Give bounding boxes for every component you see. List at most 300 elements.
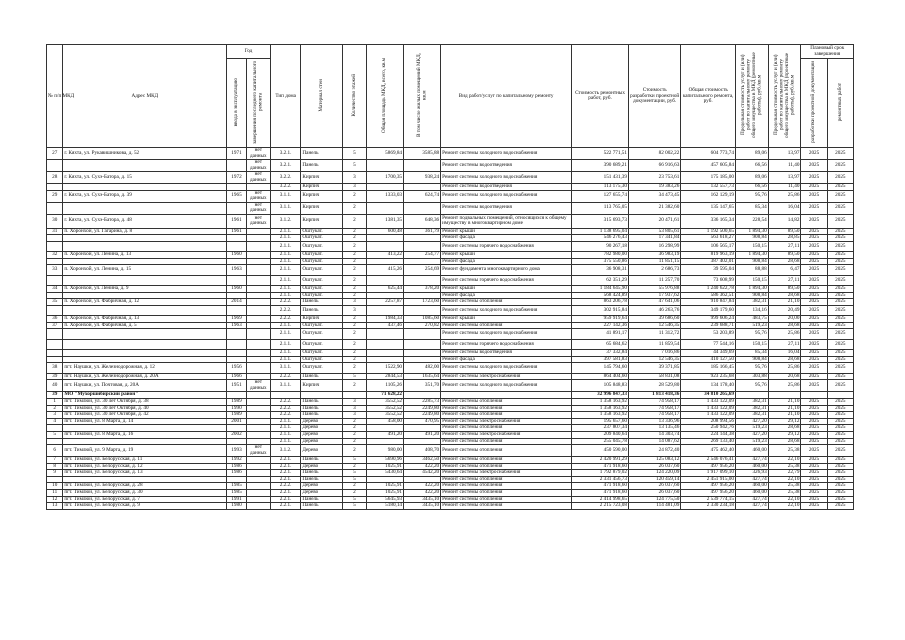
table-row bbox=[47, 438, 854, 445]
cell-m1: 150,15 bbox=[735, 339, 768, 349]
cell-fl: 2 bbox=[342, 275, 366, 285]
cell-work: Ремонт системы отопления bbox=[441, 483, 572, 490]
cell-dc: 66 916,63 bbox=[628, 160, 680, 172]
cell-pr: 2025 bbox=[827, 252, 853, 259]
cell-m1: 1 894,30 bbox=[735, 228, 768, 235]
cell-rc: 41 891,17 bbox=[572, 329, 629, 339]
cell-pr: 2025 bbox=[827, 190, 853, 202]
cell-ra bbox=[404, 160, 441, 172]
cell-pd: 2025 bbox=[801, 292, 827, 299]
cell-ra: 4542,20 bbox=[404, 470, 441, 477]
cell-addr bbox=[63, 235, 227, 242]
cell-m1: 95,76 bbox=[735, 363, 768, 373]
cell-pd: 2025 bbox=[801, 252, 827, 259]
cell-n: 5 bbox=[47, 431, 63, 438]
cell-addr: п. Хоронхой, ул. Фабричная, д. 13 bbox=[63, 316, 227, 323]
cell-yb bbox=[227, 329, 247, 339]
cell-addr: г. Кяхта, ул. Сухэ-Батора, д. 39 bbox=[63, 190, 227, 202]
cell-tc: 923 235,68 bbox=[681, 373, 736, 380]
cell-work: Ремонт системы холодного водоснабжения bbox=[441, 305, 572, 315]
cell-tc: 135 147,65 bbox=[681, 202, 736, 214]
cell-fl: 2 bbox=[342, 463, 366, 470]
cell-work: Ремонт системы отопления bbox=[441, 398, 572, 405]
cell-addr: пгт. Тимлюй, ул. Белорусская, д. 30 bbox=[63, 489, 227, 496]
cell-yb: 1960 bbox=[227, 286, 247, 293]
cell-ht: 2.2.1. bbox=[270, 476, 301, 483]
cell-n bbox=[47, 438, 63, 445]
cell-wm: Кирпич bbox=[301, 380, 342, 392]
cell-fl: 2 bbox=[342, 418, 366, 425]
cell-rc: 209 840,64 bbox=[572, 431, 629, 438]
cell-ht: 2.1.1. bbox=[270, 228, 301, 235]
cell-addr: пгт. Тимлюй, ул. 8 Марта, д. 14 bbox=[63, 418, 227, 425]
cell-fl: 2 bbox=[342, 425, 366, 432]
cell-ra: 491,20 bbox=[404, 431, 441, 438]
cell-work: Ремонт системы отопления bbox=[441, 496, 572, 503]
cell-ta: 5430,64 bbox=[366, 470, 403, 477]
cell-pr: 2025 bbox=[827, 292, 853, 299]
cell-rc: 37 332,84 bbox=[572, 350, 629, 357]
cell-yb: 1960 bbox=[227, 252, 247, 259]
cell-rc: 105 848,83 bbox=[572, 380, 629, 392]
cell-ra bbox=[404, 329, 441, 339]
cell-rc: 782 980,00 bbox=[572, 252, 629, 259]
col-design-cost: Стоимость разработки проектной документации, руб. bbox=[628, 45, 680, 148]
cell-ht: 2.2.2. bbox=[270, 316, 301, 323]
cell-fl: 2 bbox=[342, 235, 366, 242]
cell-ra: 482,00 bbox=[404, 363, 441, 373]
cell-dc: 13 135,46 bbox=[628, 425, 680, 432]
cell-pr: 2025 bbox=[827, 322, 853, 329]
cell-wm: Дерево bbox=[301, 463, 342, 470]
cell-fl: 3 bbox=[342, 184, 366, 191]
cell-fl: 5 bbox=[342, 503, 366, 510]
cell-addr bbox=[63, 258, 227, 265]
cell-yb: 1961 bbox=[227, 214, 247, 228]
cell-pr: 2025 bbox=[827, 445, 853, 457]
cell-yr bbox=[246, 398, 270, 405]
cell-pr: 2025 bbox=[827, 184, 853, 191]
cell-fl: 2 bbox=[342, 438, 366, 445]
col-plan-design: разработки проектной документации bbox=[801, 59, 827, 148]
cell-wm: Дерево bbox=[301, 483, 342, 490]
cell-rc: 2 414 998,65 bbox=[572, 496, 629, 503]
cell-m1: 89,06 bbox=[735, 172, 768, 184]
cell-m1: 908,84 bbox=[735, 235, 768, 242]
cell-ta: 1381,35 bbox=[366, 214, 403, 228]
cell-wm: Панель bbox=[301, 503, 342, 510]
cell-pd: 2025 bbox=[801, 496, 827, 503]
cell-ra: 3435,10 bbox=[404, 503, 441, 510]
cell-yb: 1961 bbox=[227, 228, 247, 235]
cell-tc: 34 810 265,69 bbox=[681, 392, 736, 399]
cell-pr: 2025 bbox=[827, 412, 853, 419]
cell-rc: 62 351,29 bbox=[572, 275, 629, 285]
cell-n bbox=[47, 305, 63, 315]
cell-m2: 21,10 bbox=[768, 412, 801, 419]
cell-ht: 2.2.2. bbox=[270, 412, 301, 419]
cell-n: 36 bbox=[47, 316, 63, 323]
cell-m1: 460,00 bbox=[735, 463, 768, 470]
cell-ht: 3.2.1. bbox=[270, 160, 301, 172]
cell-work: Ремонт системы водоотведения bbox=[441, 184, 572, 191]
cell-ta: 2844,53 bbox=[366, 373, 403, 380]
cell-yr bbox=[246, 470, 270, 477]
cell-m1: 66,56 bbox=[735, 184, 768, 191]
cell-wm: Панель bbox=[301, 496, 342, 503]
cell-tc: 349 179,60 bbox=[681, 305, 736, 315]
cell-work: Ремонт системы горячего водоснабжения bbox=[441, 339, 572, 349]
cell-yr: нет данных bbox=[246, 190, 270, 202]
table-row bbox=[47, 214, 854, 228]
cell-work: Ремонт крыши bbox=[441, 286, 572, 293]
cell-wm: Панель bbox=[301, 405, 342, 412]
cell-addr bbox=[63, 356, 227, 363]
cell-m1: 1 894,30 bbox=[735, 286, 768, 293]
cell-wm: Дерево bbox=[301, 418, 342, 425]
cell-yr bbox=[246, 463, 270, 470]
cell-dc: 12 546,35 bbox=[628, 356, 680, 363]
cell-m1: 95,76 bbox=[735, 329, 768, 339]
cell-yr bbox=[246, 252, 270, 259]
cell-ta: 5645,93 bbox=[366, 496, 403, 503]
table-row bbox=[47, 431, 854, 438]
cell-fl: 2 bbox=[342, 329, 366, 339]
cell-m1: 85,34 bbox=[735, 350, 768, 357]
cell-yb: 1989 bbox=[227, 412, 247, 419]
cell-yb: 1990 bbox=[227, 405, 247, 412]
cell-ra: 1635,64 bbox=[404, 373, 441, 380]
cell-yr: нет данных bbox=[246, 445, 270, 457]
cell-ht: 3.2.1. bbox=[270, 148, 301, 160]
cell-ta: 3552,52 bbox=[366, 412, 403, 419]
cell-m2: 28,68 bbox=[768, 258, 801, 265]
table-row bbox=[47, 322, 854, 329]
cell-dc: 82 002,22 bbox=[628, 148, 680, 160]
cell-m2: 29,12 bbox=[768, 418, 801, 425]
cell-addr: пгт. Тимлюй, ул. Белорусская, д. 9 bbox=[63, 503, 227, 510]
cell-m1: 427,74 bbox=[735, 496, 768, 503]
cell-pr: 2025 bbox=[827, 503, 853, 510]
cell-pr: 2025 bbox=[827, 457, 853, 464]
table-row bbox=[47, 299, 854, 306]
cell-ta: 5869,84 bbox=[366, 148, 403, 160]
cell-m2: 13,97 bbox=[768, 172, 801, 184]
cell-ta: 437,46 bbox=[366, 322, 403, 329]
cell-yb: 1965 bbox=[227, 190, 247, 202]
cell-m2: 22,10 bbox=[768, 496, 801, 503]
cell-dc: 26 037,60 bbox=[628, 489, 680, 496]
cell-ht: 2.2.1. bbox=[270, 463, 301, 470]
cell-ra: 624,74 bbox=[404, 190, 441, 202]
cell-wm: Кирпич bbox=[301, 184, 342, 191]
cell-yb bbox=[227, 160, 247, 172]
cell-n: 27 bbox=[47, 148, 63, 160]
cell-m1: 427,74 bbox=[735, 503, 768, 510]
cell-m2: 28,85 bbox=[768, 235, 801, 242]
cell-dc: 125 083,12 bbox=[628, 457, 680, 464]
cell-tc: 604 773,74 bbox=[681, 148, 736, 160]
cell-wm: Дерево bbox=[301, 438, 342, 445]
cell-rc: 237 807,34 bbox=[572, 425, 629, 432]
table-row bbox=[47, 356, 854, 363]
table-row bbox=[47, 373, 854, 380]
cell-yr bbox=[246, 489, 270, 496]
cell-ht: 2.1.1. bbox=[270, 292, 301, 299]
cell-ht: 2.1.1. bbox=[270, 438, 301, 445]
cell-pr: 2025 bbox=[827, 241, 853, 251]
cell-ra bbox=[404, 339, 441, 349]
cell-ra: 378,20 bbox=[404, 286, 441, 293]
cell-n: 38 bbox=[47, 363, 63, 373]
cell-m1: 483,75 bbox=[735, 316, 768, 323]
cell-dc: 17 341,84 bbox=[628, 235, 680, 242]
cell-tc: 2 546 076,41 bbox=[681, 457, 736, 464]
cell-rc: 2 215 723,08 bbox=[572, 503, 629, 510]
cell-m2: 27,11 bbox=[768, 241, 801, 251]
cell-dc: 11 257,70 bbox=[628, 275, 680, 285]
cell-addr: пгт. Тимлюй, ул. Белорусская, д. 13 bbox=[63, 470, 227, 477]
cell-m2: 25,38 bbox=[768, 445, 801, 457]
col-total-cost: Общая стоимость капитального ремонта, руб. bbox=[681, 45, 736, 148]
cell-ra: 1723,60 bbox=[404, 299, 441, 306]
table-row bbox=[47, 190, 854, 202]
cell-pr: 2025 bbox=[827, 148, 853, 160]
cell-wm: Кирпич bbox=[301, 214, 342, 228]
table-row bbox=[47, 148, 854, 160]
cell-yr bbox=[246, 305, 270, 315]
cell-work: Ремонт системы отопления bbox=[441, 476, 572, 483]
cell-rc: 151 431,39 bbox=[572, 172, 629, 184]
cell-work: Ремонт системы отопления bbox=[441, 322, 572, 329]
cell-dc: 124 220,09 bbox=[628, 470, 680, 477]
cell-pd: 2025 bbox=[801, 503, 827, 510]
cell-addr: пгт. Наушки, ул. Железнодорожная, д. 20А bbox=[63, 373, 227, 380]
cell-m1: 460,00 bbox=[735, 489, 768, 496]
cell-tc: 224 144,38 bbox=[681, 431, 736, 438]
cell-pr: 2025 bbox=[827, 275, 853, 285]
table-row bbox=[47, 445, 854, 457]
cell-tc: 336 165,34 bbox=[681, 214, 736, 228]
cell-addr: МО "Мухоршибирский район" bbox=[63, 392, 227, 399]
cell-ht: 2.1.1. bbox=[270, 350, 301, 357]
cell-ta: 600,48 bbox=[366, 228, 403, 235]
cell-tc: 250 942,76 bbox=[681, 425, 736, 432]
cell-yb: 1986 bbox=[227, 470, 247, 477]
cell-fl: 3 bbox=[342, 398, 366, 405]
cell-yb bbox=[227, 305, 247, 315]
cell-dc: 46 263,76 bbox=[628, 305, 680, 315]
cell-dc: 17 937,62 bbox=[628, 292, 680, 299]
cell-n bbox=[47, 339, 63, 349]
cell-ra: 2285,73 bbox=[404, 398, 441, 405]
cell-yb: 1993 bbox=[227, 445, 247, 457]
cell-ra bbox=[404, 235, 441, 242]
cell-fl: 2 bbox=[342, 214, 366, 228]
cell-pd: 2025 bbox=[801, 356, 827, 363]
cell-wm: Дерево bbox=[301, 425, 342, 432]
cell-wm: Панель bbox=[301, 299, 342, 306]
cell-tc: 387 402,01 bbox=[681, 258, 736, 265]
cell-n: 29 bbox=[47, 190, 63, 202]
cell-m2: 16,04 bbox=[768, 202, 801, 214]
cell-fl: 2 bbox=[342, 489, 366, 496]
cell-wm: Оштукат. bbox=[301, 275, 342, 285]
cell-yr bbox=[246, 483, 270, 490]
cell-yr bbox=[246, 476, 270, 483]
cell-yr: нет данных bbox=[246, 380, 270, 392]
cell-fl: 2 bbox=[342, 483, 366, 490]
cell-dc: 14 303,74 bbox=[628, 431, 680, 438]
cell-ht: 3.1.1. bbox=[270, 380, 301, 392]
cell-m1: 519,23 bbox=[735, 438, 768, 445]
cell-m1: 908,84 bbox=[735, 356, 768, 363]
cell-m2: 22,10 bbox=[768, 503, 801, 510]
cell-ra bbox=[404, 202, 441, 214]
cell-ta bbox=[366, 339, 403, 349]
cell-n: 13 bbox=[47, 503, 63, 510]
cell-rc: 1 792 879,02 bbox=[572, 470, 629, 477]
table-row bbox=[47, 235, 854, 242]
cell-yb bbox=[227, 235, 247, 242]
cell-ta bbox=[366, 356, 403, 363]
table-row bbox=[47, 160, 854, 172]
cell-m2: 28,68 bbox=[768, 322, 801, 329]
table-row bbox=[47, 305, 854, 315]
cell-m2: 89,50 bbox=[768, 286, 801, 293]
cell-work: Ремонт системы электроснабжения bbox=[441, 431, 572, 438]
cell-m1: 519,23 bbox=[735, 425, 768, 432]
cell-fl: 2 bbox=[342, 292, 366, 299]
cell-rc: 390 689,21 bbox=[572, 160, 629, 172]
cell-pr: 2025 bbox=[827, 350, 853, 357]
cell-work: Ремонт системы водоотведения bbox=[441, 202, 572, 214]
cell-wm: Оштукат. bbox=[301, 228, 342, 235]
cell-ht: 2.1.1. bbox=[270, 252, 301, 259]
cell-tc: 910 847,84 bbox=[681, 299, 736, 306]
cell-m1: 460,00 bbox=[735, 445, 768, 457]
cell-rc: 227 142,36 bbox=[572, 322, 629, 329]
cell-pd: 2025 bbox=[801, 438, 827, 445]
cell-pr: 2025 bbox=[827, 214, 853, 228]
cell-m1: 150,15 bbox=[735, 241, 768, 251]
cell-work: Ремонт системы отопления bbox=[441, 489, 572, 496]
cell-pd: 2025 bbox=[801, 235, 827, 242]
col-year-group: Год bbox=[227, 45, 271, 59]
cell-yr bbox=[246, 392, 270, 399]
cell-addr: п. Хоронхой, ул. Фабричная, д. 5 bbox=[63, 322, 227, 329]
cell-pr: 2025 bbox=[827, 172, 853, 184]
cell-ta: 2257,87 bbox=[366, 299, 403, 306]
cell-n: 11 bbox=[47, 489, 63, 496]
cell-wm: Оштукат. bbox=[301, 329, 342, 339]
cell-tc: 586 362,51 bbox=[681, 292, 736, 299]
cell-n bbox=[47, 258, 63, 265]
cell-pd: 2025 bbox=[801, 190, 827, 202]
cell-pd: 2025 bbox=[801, 405, 827, 412]
cell-wm: Оштукат. bbox=[301, 286, 342, 293]
cell-yb bbox=[227, 350, 247, 357]
cell-dc: 11 851,15 bbox=[628, 258, 680, 265]
cell-ht: 2.2.1. bbox=[270, 457, 301, 464]
cell-n: 1 bbox=[47, 398, 63, 405]
cell-m1: 1 894,30 bbox=[735, 252, 768, 259]
cell-ra bbox=[404, 356, 441, 363]
cell-wm: Оштукат. bbox=[301, 339, 342, 349]
cell-ht: 3.2.2. bbox=[270, 172, 301, 184]
table-row bbox=[47, 258, 854, 265]
cell-tc: 1 240 622,78 bbox=[681, 286, 736, 293]
cell-fl: 3 bbox=[342, 412, 366, 419]
cell-wm: Оштукат. bbox=[301, 265, 342, 275]
cell-rc: 32 996 847,33 bbox=[572, 392, 629, 399]
cell-ra: 422,20 bbox=[404, 489, 441, 496]
cell-tc: 2 451 915,00 bbox=[681, 476, 736, 483]
cell-rc: 315 693,73 bbox=[572, 214, 629, 228]
cell-tc: 239 688,71 bbox=[681, 322, 736, 329]
cell-ra bbox=[404, 305, 441, 315]
cell-pr: 2025 bbox=[827, 258, 853, 265]
cell-n: 7 bbox=[47, 457, 63, 464]
cell-dc: 55 976,88 bbox=[628, 286, 680, 293]
cell-rc: 375 550,86 bbox=[572, 258, 629, 265]
cell-addr bbox=[63, 350, 227, 357]
cell-pd: 2025 bbox=[801, 286, 827, 293]
cell-wm: Панель bbox=[301, 398, 342, 405]
cell-rc: 864 404,60 bbox=[572, 373, 629, 380]
cell-dc: 74 958,17 bbox=[628, 405, 680, 412]
cell-pd: 2025 bbox=[801, 160, 827, 172]
cell-m2: 20,49 bbox=[768, 305, 801, 315]
cell-fl: 2 bbox=[342, 228, 366, 235]
cell-wm: Панель bbox=[301, 457, 342, 464]
cell-yb: 1969 bbox=[227, 316, 247, 323]
cell-ht: 2.2.2. bbox=[270, 483, 301, 490]
cell-dc: 19 383,26 bbox=[628, 184, 680, 191]
cell-work: Ремонт системы холодного водоснабжения bbox=[441, 363, 572, 373]
cell-fl: 2 bbox=[342, 445, 366, 457]
cell-n: 34 bbox=[47, 286, 63, 293]
cell-m2: 25,86 bbox=[768, 190, 801, 202]
cell-dc: 16 298,99 bbox=[628, 241, 680, 251]
cell-yb: 1980 bbox=[227, 503, 247, 510]
cell-m2: 16,04 bbox=[768, 350, 801, 357]
cell-yr bbox=[246, 339, 270, 349]
cell-tc: 106 565,17 bbox=[681, 241, 736, 251]
cell-pr: 2025 bbox=[827, 373, 853, 380]
cell-dc: 23 753,61 bbox=[628, 172, 680, 184]
cell-n bbox=[47, 160, 63, 172]
cell-work: Ремонт фасада bbox=[441, 235, 572, 242]
cell-yb bbox=[227, 356, 247, 363]
cell-tc: 2 330 234,18 bbox=[681, 503, 736, 510]
table-row bbox=[47, 363, 854, 373]
cell-yr: нет данных bbox=[246, 202, 270, 214]
cell-rc: 2 420 991,29 bbox=[572, 457, 629, 464]
cell-m1: 326,93 bbox=[735, 470, 768, 477]
cell-m2: 27,11 bbox=[768, 275, 801, 285]
cell-ra bbox=[404, 241, 441, 251]
cell-m2: 22,10 bbox=[768, 457, 801, 464]
cell-m2: 25,38 bbox=[768, 463, 801, 470]
cell-m1: 427,74 bbox=[735, 457, 768, 464]
cell-pr: 2025 bbox=[827, 425, 853, 432]
cell-pr: 2025 bbox=[827, 286, 853, 293]
cell-tc: 53 203,89 bbox=[681, 329, 736, 339]
cell-addr: пгт. Наушки, ул. Железнодорожная, д. 12 bbox=[63, 363, 227, 373]
cell-ra bbox=[404, 350, 441, 357]
cell-ht: 2.1.1. bbox=[270, 258, 301, 265]
